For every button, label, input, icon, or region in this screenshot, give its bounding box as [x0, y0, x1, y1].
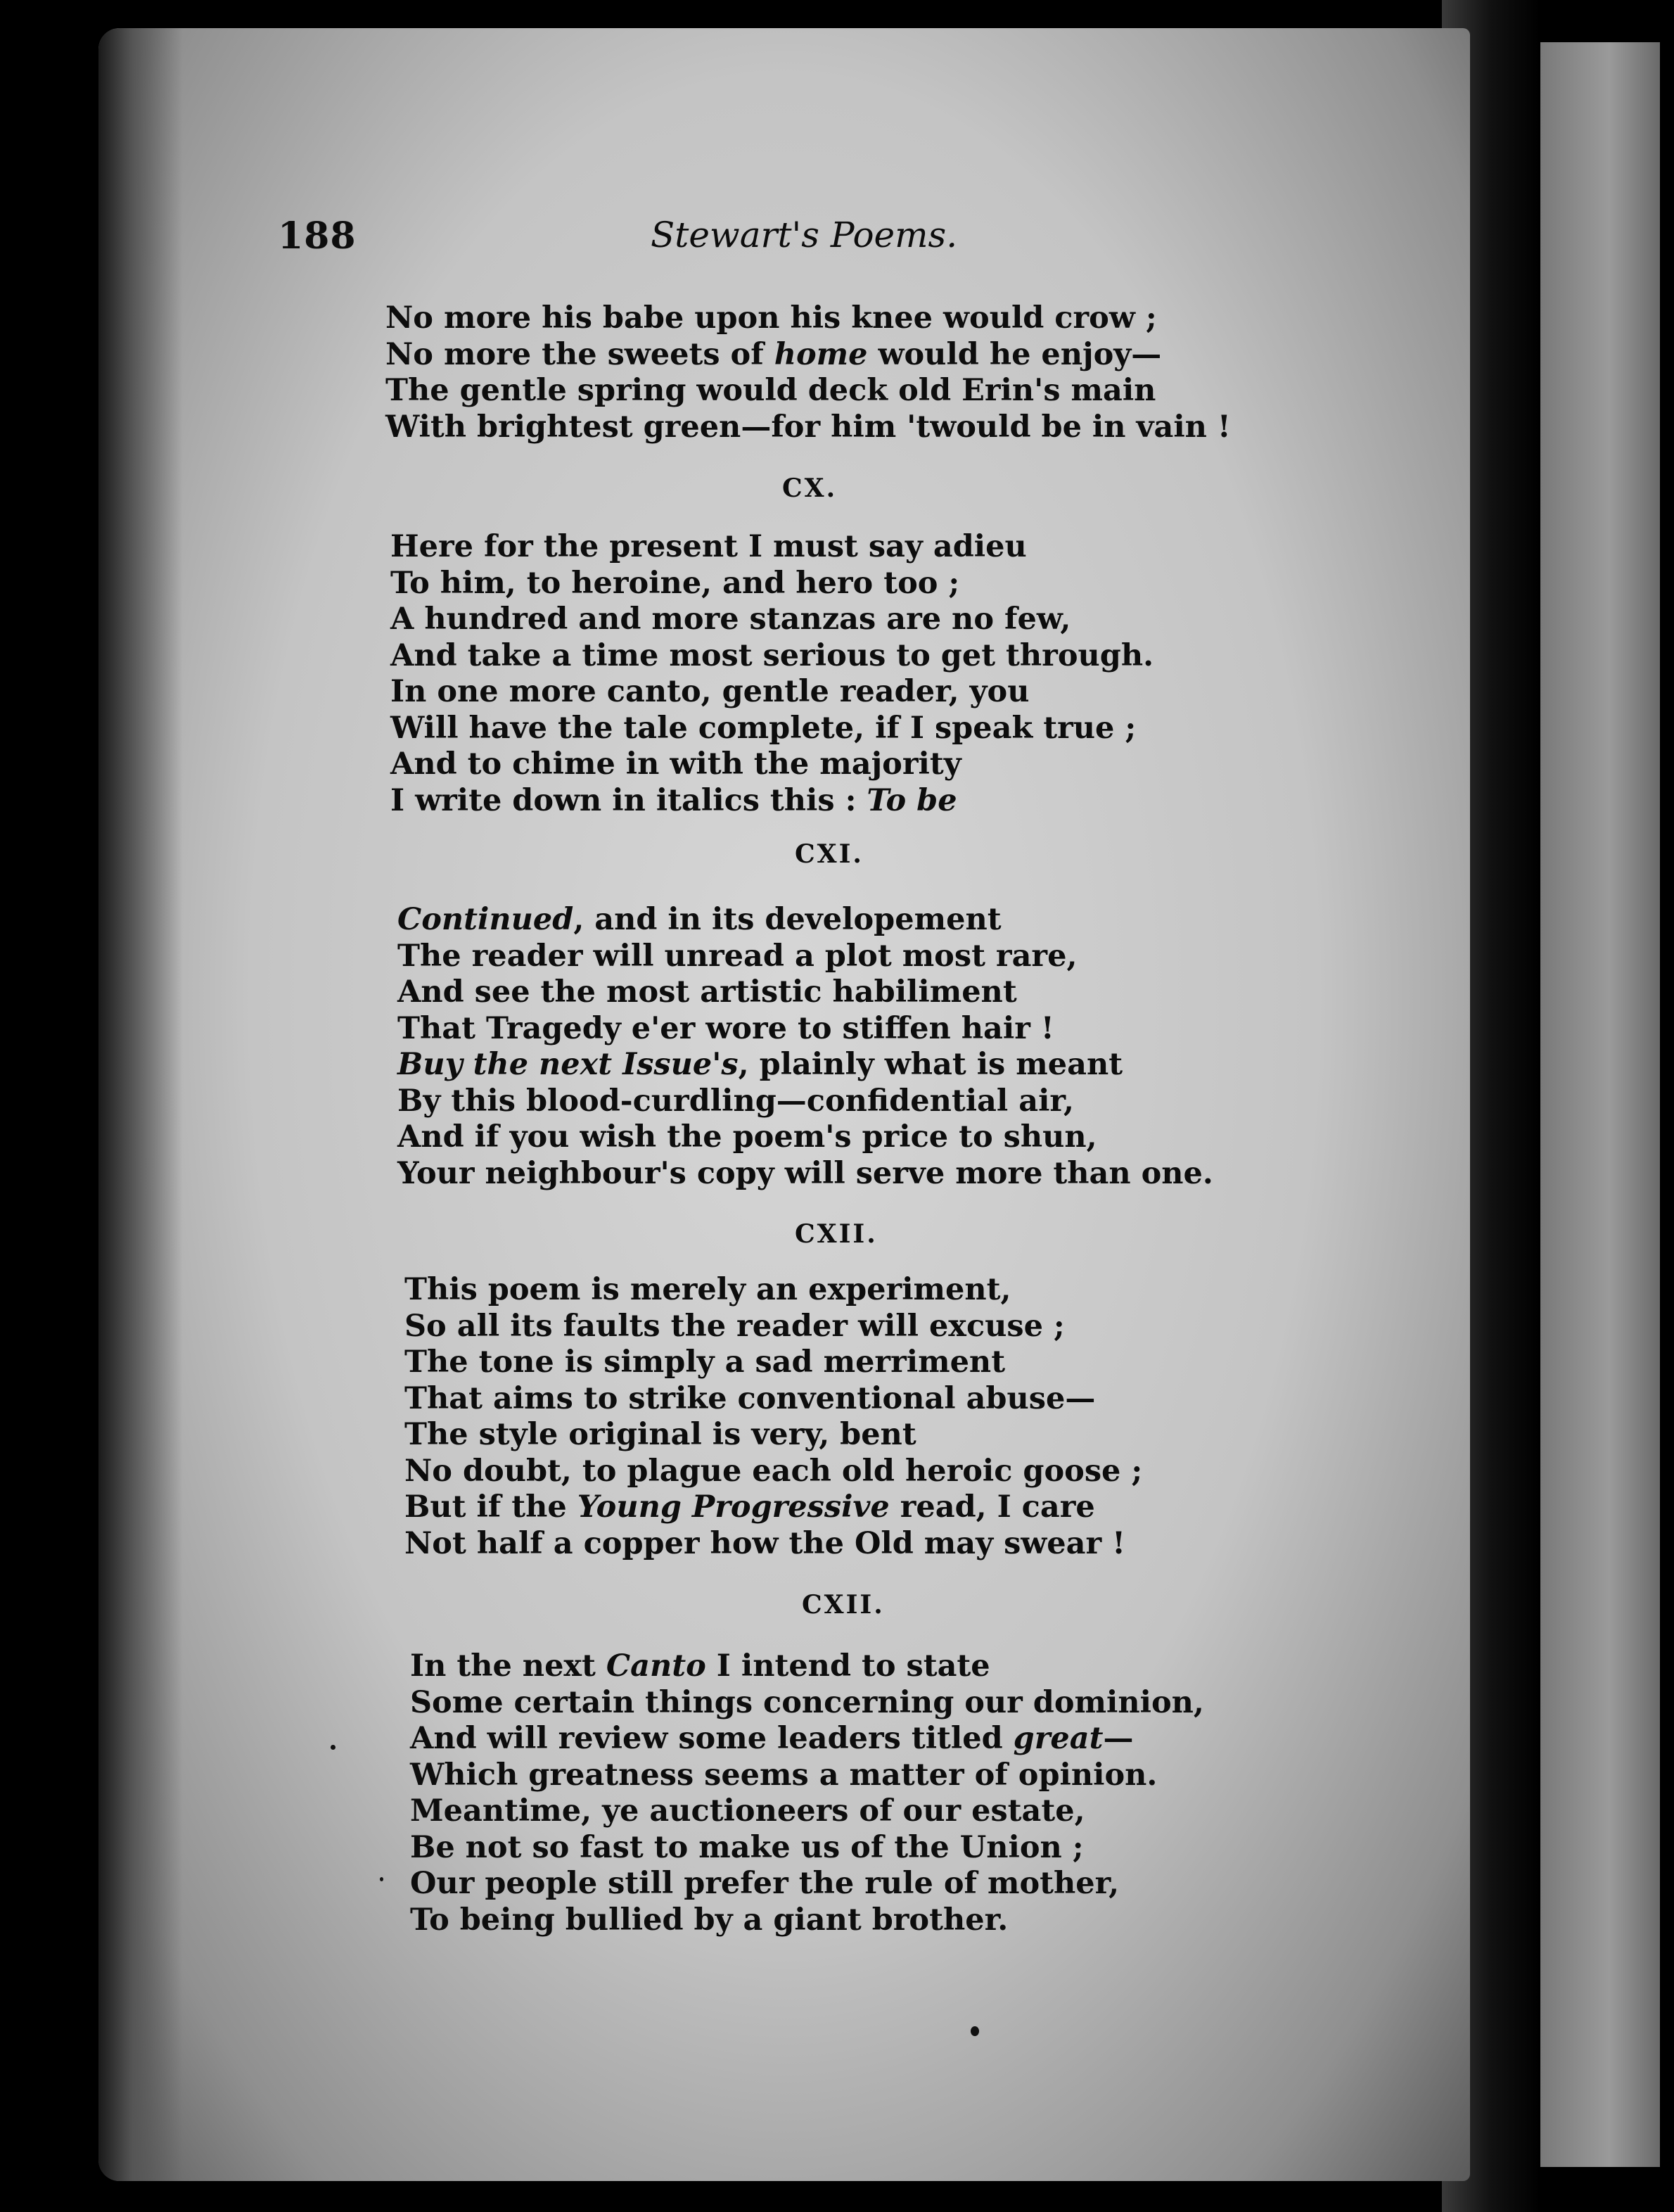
poem-line: [410, 1721, 1204, 1757]
line-text: would he enjoy—: [867, 336, 1162, 372]
ink-speck: [971, 2026, 979, 2036]
poem-line: The reader will unread a plot most rare,: [397, 938, 1078, 974]
stanza-cx: [390, 529, 1154, 819]
poem-line: Will have the tale complete, if I speak true ;: [390, 710, 1137, 746]
italic-phrase: Buy the next Issue's: [397, 1047, 739, 1082]
running-head: Stewart's Poems.: [651, 215, 958, 255]
poem-line: [397, 902, 1213, 939]
italic-phrase: To be: [867, 782, 957, 818]
line-text: I write down in italics this :: [390, 782, 867, 818]
stanza-numeral-cx: CX.: [782, 473, 838, 503]
poem-line: Your neighbour's copy will serve more than one.: [397, 1155, 1213, 1191]
italic-phrase: great: [1013, 1721, 1104, 1756]
stanza-numeral-cxii: CXII.: [795, 1219, 878, 1249]
poem-line: In one more canto, gentle reader, you: [390, 674, 1030, 709]
poem-line: The style original is very, bent: [404, 1417, 916, 1452]
ink-speck: [331, 1745, 336, 1750]
italic-phrase: Canto: [606, 1648, 706, 1684]
line-text: But if the: [404, 1489, 577, 1525]
poem-line: That Tragedy e'er wore to stiffen hair !: [397, 1010, 1054, 1046]
poem-line: And see the most artistic habiliment: [397, 974, 1017, 1010]
poem-line: The gentle spring would deck old Erin's main: [385, 373, 1156, 408]
poem-line: With brightest green—for him 'twould be in vain !: [385, 409, 1231, 445]
line-text: —: [1103, 1721, 1134, 1756]
poem-line: So all its faults the reader will excuse ;: [404, 1308, 1065, 1344]
poem-line: To him, to heroine, and hero too ;: [390, 565, 960, 601]
poem-line: [390, 783, 1154, 820]
poem-line: This poem is merely an experiment,: [404, 1272, 1011, 1307]
poem-line: Not half a copper how the Old may swear !: [404, 1525, 1126, 1561]
stanza-continuation: [385, 300, 1231, 445]
poem-line: And to chime in with the majority: [390, 746, 961, 782]
poem-line: No doubt, to plague each old heroic goose ;: [404, 1453, 1143, 1489]
poem-line: [385, 337, 1231, 374]
stanza-numeral-cxi: CXI.: [795, 839, 864, 869]
poem-line: Some certain things concerning our dominion,: [410, 1684, 1204, 1720]
line-text: read, I care: [889, 1489, 1095, 1525]
line-text: , plainly what is meant: [738, 1047, 1123, 1082]
line-text: And will review some leaders titled: [410, 1721, 1014, 1756]
line-text: , and in its developement: [573, 902, 1002, 937]
poem-line: That aims to strike conventional abuse—: [404, 1380, 1096, 1416]
ink-speck: [380, 1877, 383, 1881]
poem-line: And if you wish the poem's price to shun,: [397, 1119, 1097, 1155]
page-number: 188: [278, 215, 357, 258]
stanza-cxii: [404, 1272, 1142, 1562]
poem-line: [404, 1489, 1142, 1526]
line-text: In the next: [410, 1648, 606, 1684]
poem-line: To being bullied by a giant brother.: [410, 1902, 1009, 1938]
line-text: No more the sweets of: [385, 336, 774, 372]
italic-phrase: home: [774, 336, 868, 372]
poem-line: And take a time most serious to get through.: [390, 637, 1154, 673]
poem-line: By this blood-curdling—confidential air,: [397, 1083, 1074, 1119]
stanza-cxii-repeat: [410, 1648, 1204, 1938]
poem-line: [410, 1648, 1204, 1685]
poem-line: Our people still prefer the rule of mother,: [410, 1866, 1120, 1901]
poem-line: A hundred and more stanzas are no few,: [390, 602, 1071, 637]
poem-line: The tone is simply a sad merriment: [404, 1345, 1006, 1380]
poem-line: [397, 1047, 1213, 1083]
italic-phrase: Continued: [397, 902, 574, 937]
poem-line: Meantime, ye auctioneers of our estate,: [410, 1793, 1085, 1829]
poem-line: Here for the present I must say adieu: [390, 529, 1027, 564]
stanza-cxi: [397, 902, 1213, 1192]
italic-phrase: Young Progressive: [577, 1489, 890, 1525]
poem-line: Be not so fast to make us of the Union ;: [410, 1829, 1084, 1865]
line-text: I intend to state: [705, 1648, 990, 1684]
poem-line: No more his babe upon his knee would crow ;: [385, 300, 1157, 336]
stanza-numeral-cxii-repeat: CXII.: [802, 1590, 885, 1620]
poem-line: Which greatness seems a matter of opinion.: [410, 1757, 1158, 1793]
